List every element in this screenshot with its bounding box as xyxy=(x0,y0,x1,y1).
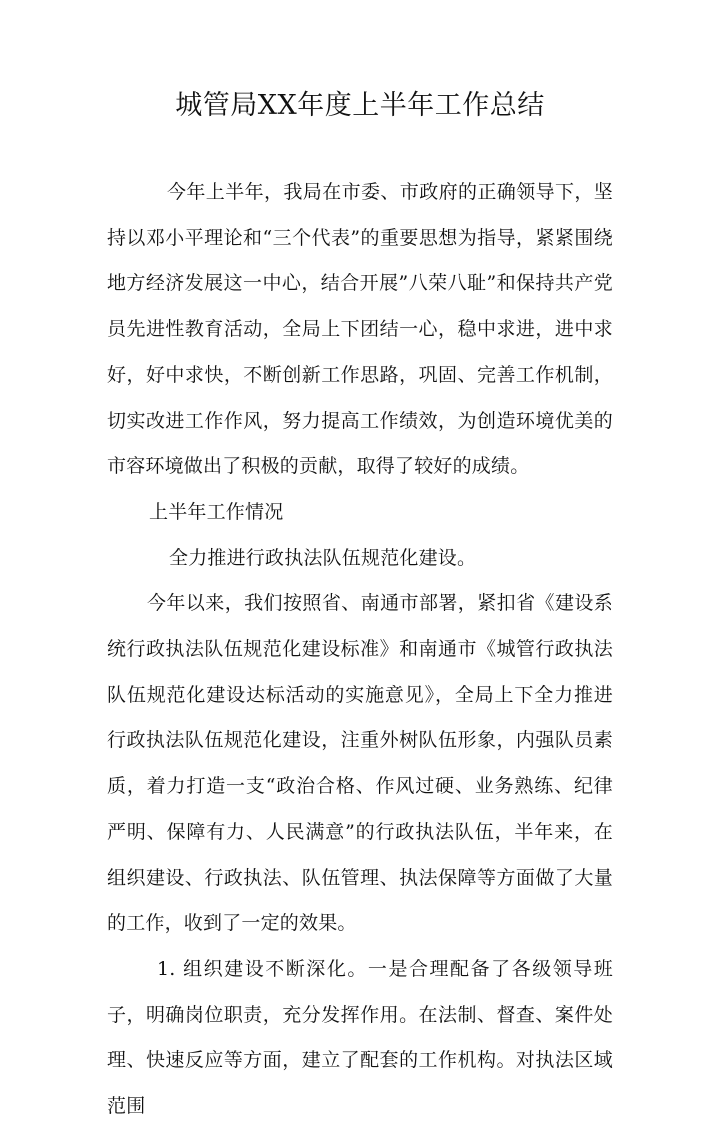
section-heading: 上半年工作情况 xyxy=(149,500,284,523)
body-paragraph: 今年以来，我们按照省、南通市部署，紧扣省《建设系统行政执法队伍规范化建设标准》和南通市《城管行政执法队伍规范化建设达标活动的实施意见》，全局上下全力推进行政执法队伍规范化建设，注重外树队伍形象，内强队员素质，着力打造一支“政治合格、作风过硬、业务熟练、纪律严明、保障有力、人民满意”的行政执法队伍，半年来，在组织建设、行政执法、队伍管理、执法保障等方面做了大量的工作，收到了一定的效果。 xyxy=(107,592,613,935)
intro-paragraph: 今年上半年，我局在市委、市政府的正确领导下，坚持以邓小平理论和“三个代表”的重要思想为指导，紧紧围绕地方经济发展这一中心，结合开展”八荣八耻”和保持共产党员先进性教育活动，全局上下团结一心，稳中求进，进中求好，好中求快，不断创新工作思路，巩固、完善工作机制，切实改进工作作风，努力提高工作绩效，为创造环境优美的市容环境做出了积极的贡献，取得了较好的成绩。 xyxy=(107,181,613,478)
numbered-paragraph: 1. 组织建设不断深化。一是合理配备了各级领导班子，明确岗位职责，充分发挥作用。在法制、督查、案件处理、快速反应等方面，建立了配套的工作机构。对执法区域范围 xyxy=(107,957,613,1118)
subsection-heading: 全力推进行政执法队伍规范化建设。 xyxy=(169,546,477,569)
document-body xyxy=(107,170,613,1130)
document-title: 城管局XX年度上半年工作总结 xyxy=(175,90,545,121)
